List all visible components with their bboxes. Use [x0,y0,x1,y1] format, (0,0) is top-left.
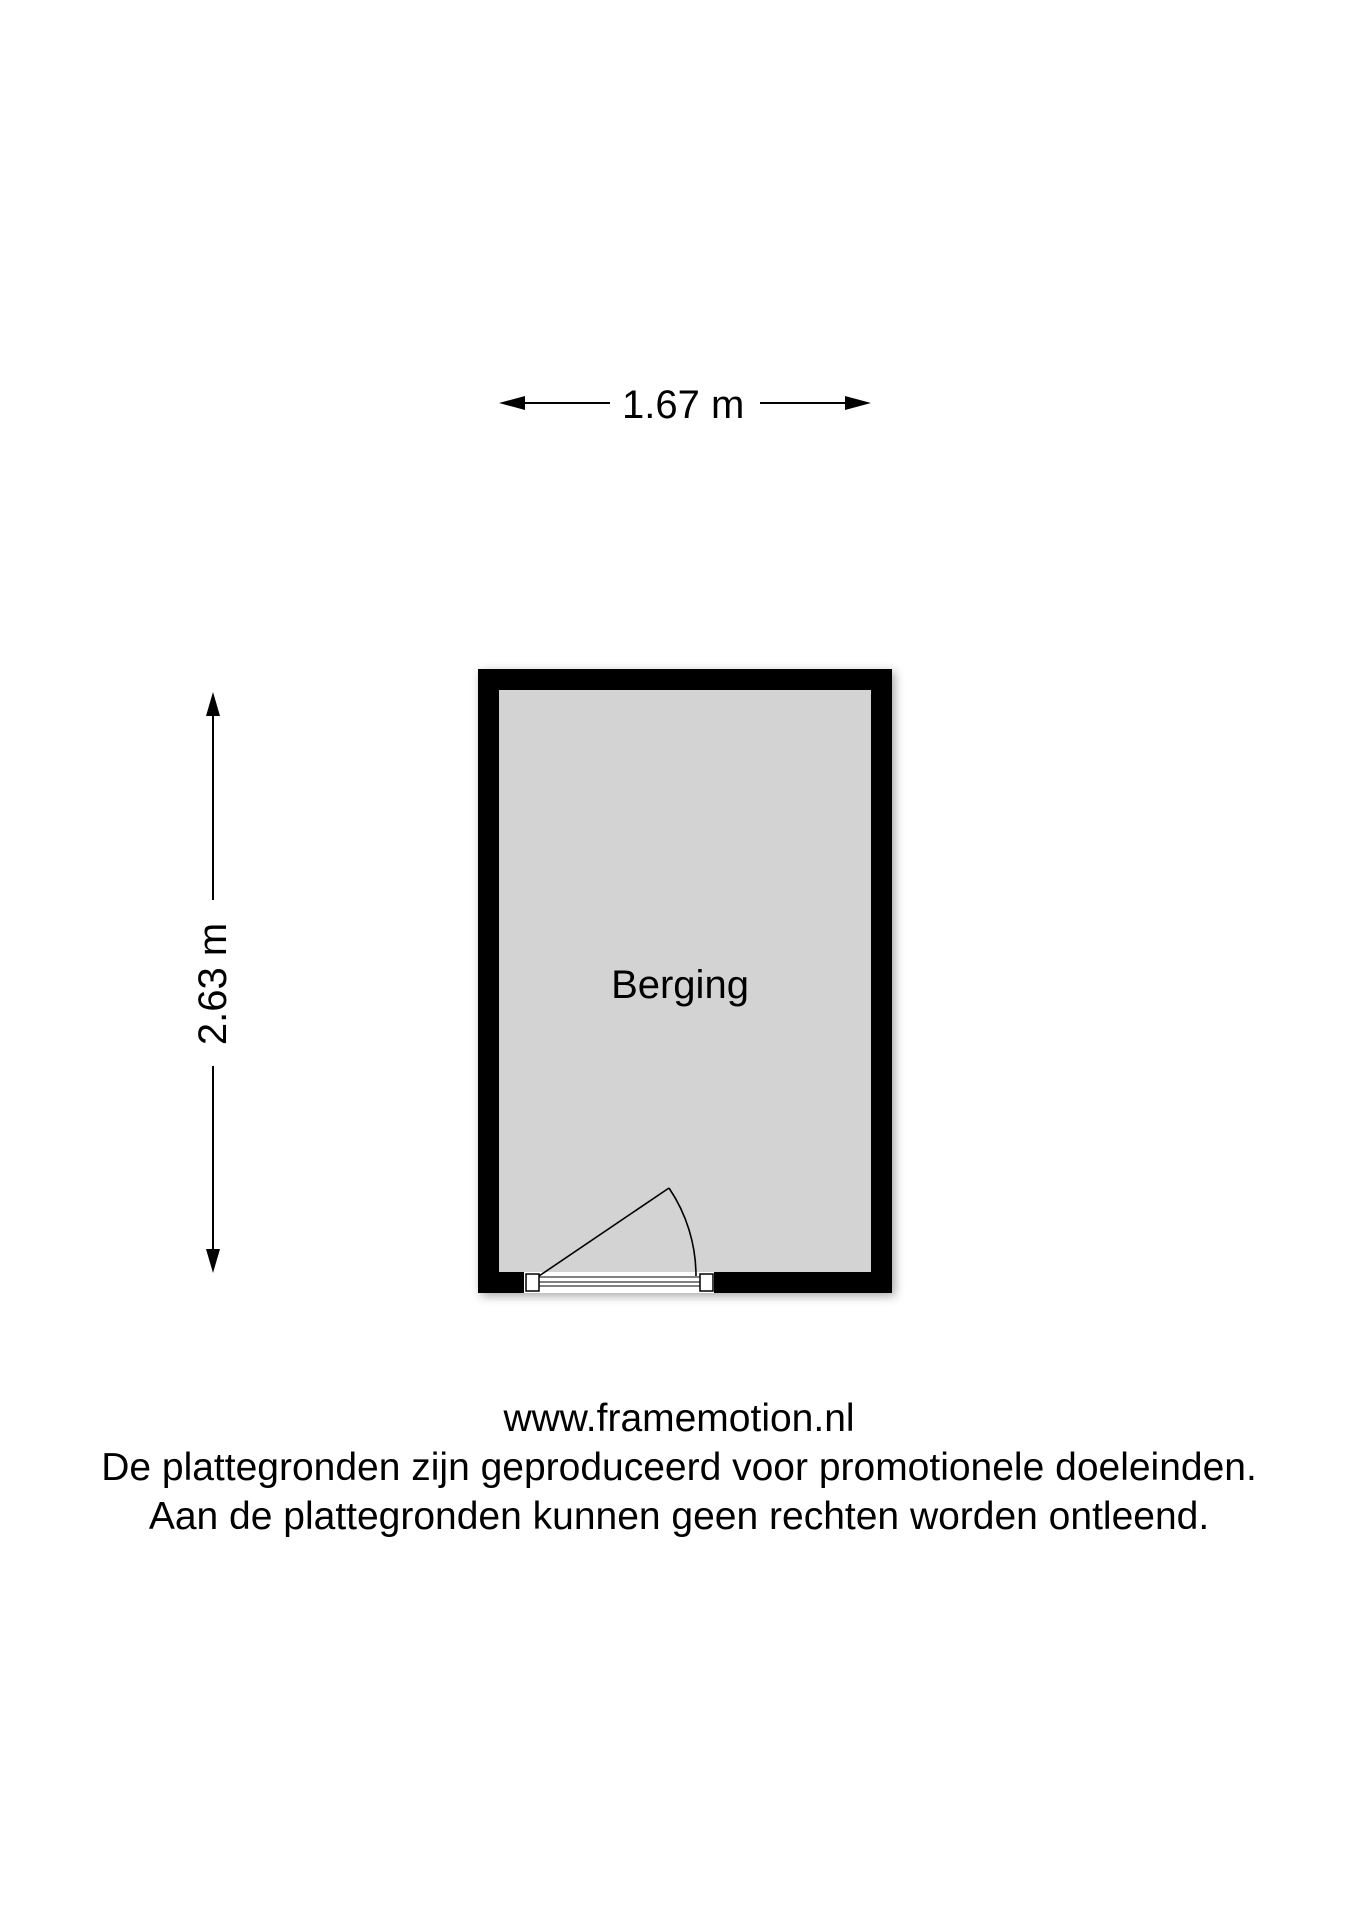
height-dimension-label: 2.63 m [191,915,235,1053]
website-link: www.framemotion.nl [503,1397,855,1440]
door-jamb-right [700,1274,713,1291]
disclaimer-line-1: De plattegronden zijn geproduceerd voor promotionele doeleinden. [101,1446,1257,1489]
footer [0,1394,1358,1541]
width-dimension-label: 1.67 m [614,383,752,427]
disclaimer-line-2: Aan de plattegronden kunnen geen rechten worden ontleend. [148,1495,1210,1538]
room-name-label: Berging [611,963,749,1007]
door-jamb-left [526,1274,539,1291]
